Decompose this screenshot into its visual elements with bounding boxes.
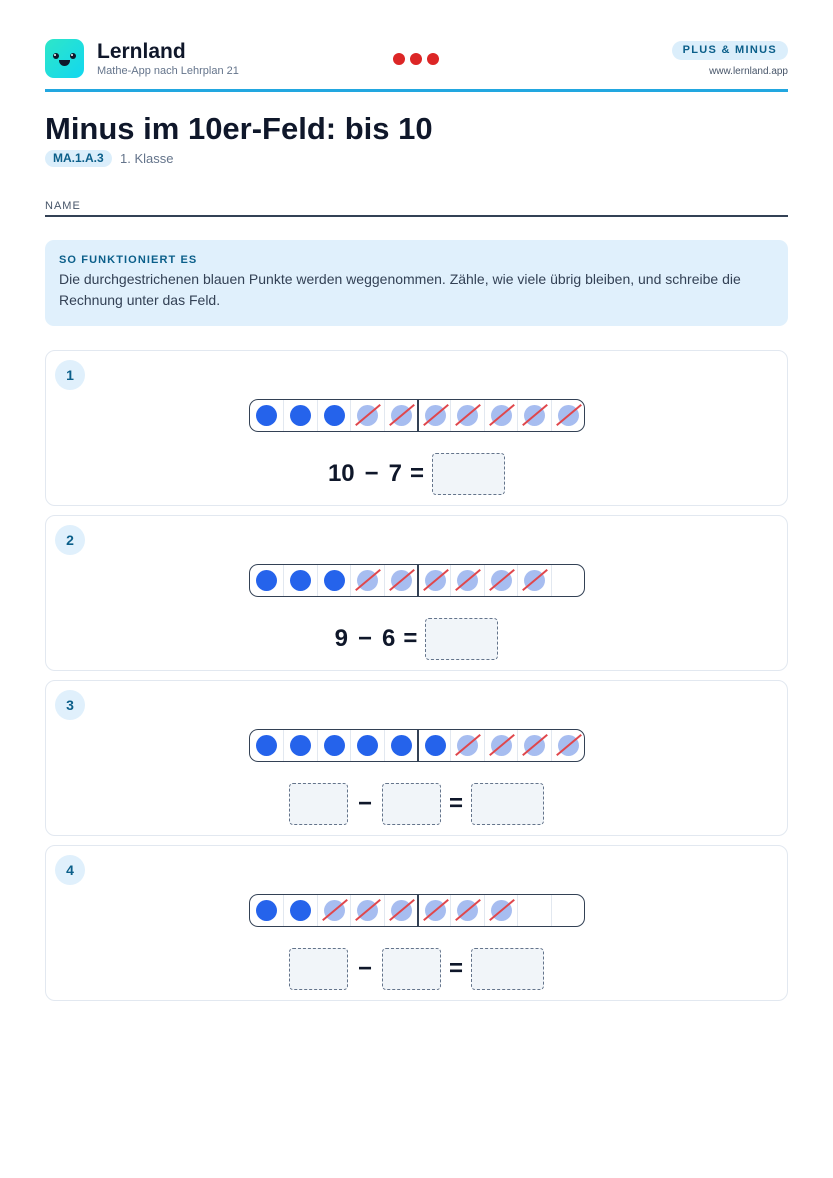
header-divider xyxy=(45,89,788,92)
curriculum-code-badge: MA.1.A.3 xyxy=(45,150,112,167)
answer-box[interactable] xyxy=(432,453,505,495)
ten-frame-cell xyxy=(283,565,316,596)
subtrahend-box[interactable] xyxy=(382,783,441,825)
subtrahend: 7 xyxy=(388,460,403,487)
ten-frame-cell xyxy=(450,565,483,596)
ten-frame-cell xyxy=(517,730,550,761)
minuend: 10 xyxy=(327,460,355,487)
blue-dot xyxy=(256,405,277,426)
ten-frame-cell xyxy=(484,400,517,431)
ten-frame-cell xyxy=(350,895,383,926)
ten-frame xyxy=(249,564,585,597)
exercise-card xyxy=(45,845,788,1001)
ten-frame-cell xyxy=(350,730,383,761)
ten-frame-cell xyxy=(350,565,383,596)
ten-frame-cell xyxy=(317,400,350,431)
minus-sign: − xyxy=(357,955,372,982)
equals-sign: = xyxy=(449,955,464,982)
blue-dot xyxy=(290,900,311,921)
equation xyxy=(46,782,787,826)
ten-frame-cell xyxy=(484,565,517,596)
minuend: 9 xyxy=(334,625,348,652)
blue-dot xyxy=(290,405,311,426)
blue-dot xyxy=(324,570,345,591)
subtrahend-box[interactable] xyxy=(382,948,441,990)
brand-name: Lernland xyxy=(97,40,186,63)
blue-dot xyxy=(357,735,378,756)
ten-frame-cell xyxy=(317,895,350,926)
ten-frame-cell xyxy=(250,400,283,431)
ten-frame-cell xyxy=(517,565,550,596)
name-input-line[interactable] xyxy=(45,215,788,217)
header xyxy=(45,0,788,92)
name-label: NAME xyxy=(45,200,81,212)
subtrahend: 6 xyxy=(382,625,396,652)
exercise-number: 3 xyxy=(55,690,85,720)
blue-dot xyxy=(324,405,345,426)
ten-frame-cell xyxy=(384,895,417,926)
exercise-card xyxy=(45,515,788,671)
exercise-number: 4 xyxy=(55,855,85,885)
ten-frame-cell xyxy=(283,895,316,926)
answer-box[interactable] xyxy=(471,783,544,825)
blue-dot xyxy=(256,735,277,756)
ten-frame xyxy=(249,399,585,432)
equation xyxy=(46,617,787,661)
ten-frame-cell xyxy=(450,730,483,761)
blue-dot xyxy=(256,570,277,591)
page-title: Minus im 10er-Feld: bis 10 xyxy=(45,111,433,146)
minus-sign: − xyxy=(364,460,379,487)
blue-dot xyxy=(324,735,345,756)
minus-sign: − xyxy=(357,625,372,652)
ten-frame-cell xyxy=(417,730,450,761)
ten-frame-cell xyxy=(517,895,550,926)
minus-sign: − xyxy=(357,790,372,817)
brand-subtitle: Mathe-App nach Lehrplan 21 xyxy=(97,65,239,77)
instructions-title: SO FUNKTIONIERT ES xyxy=(59,254,198,266)
blue-dot xyxy=(391,735,412,756)
ten-frame-cell xyxy=(450,400,483,431)
equation xyxy=(46,947,787,991)
instructions-box xyxy=(45,240,788,326)
lernland-logo-icon xyxy=(45,39,84,78)
ten-frame-cell xyxy=(417,565,450,596)
ten-frame-cell xyxy=(551,565,584,596)
ten-frame-cell xyxy=(317,730,350,761)
exercise-number: 2 xyxy=(55,525,85,555)
equals-sign: = xyxy=(410,460,425,487)
ten-frame-cell xyxy=(450,895,483,926)
blue-dot xyxy=(290,735,311,756)
ten-frame-cell xyxy=(384,565,417,596)
minuend-box[interactable] xyxy=(289,948,348,990)
minuend-box[interactable] xyxy=(289,783,348,825)
equation xyxy=(46,452,787,496)
ten-frame-cell xyxy=(250,895,283,926)
ten-frame-cell xyxy=(384,730,417,761)
exercise-card xyxy=(45,350,788,506)
topic-badge: PLUS & MINUS xyxy=(672,41,788,60)
blue-dot xyxy=(256,900,277,921)
ten-frame-cell xyxy=(484,895,517,926)
blue-dot xyxy=(290,570,311,591)
ten-frame-cell xyxy=(384,400,417,431)
website-url: www.lernland.app xyxy=(709,66,788,77)
ten-frame-cell xyxy=(417,895,450,926)
exercise-number: 1 xyxy=(55,360,85,390)
equals-sign: = xyxy=(403,625,418,652)
answer-box[interactable] xyxy=(425,618,498,660)
instructions-text: Die durchgestrichenen blauen Punkte werden weggenommen. Zähle, wie viele übrig bleiben, und schreibe die Rechnung unter das Feld. xyxy=(59,271,741,308)
decorative-dots-icon xyxy=(393,53,439,65)
answer-box[interactable] xyxy=(471,948,544,990)
equals-sign: = xyxy=(449,790,464,817)
ten-frame-cell xyxy=(283,400,316,431)
ten-frame-cell xyxy=(417,400,450,431)
ten-frame-cell xyxy=(484,730,517,761)
ten-frame xyxy=(249,729,585,762)
ten-frame-cell xyxy=(283,730,316,761)
grade-level: 1. Klasse xyxy=(120,151,174,166)
ten-frame-cell xyxy=(250,565,283,596)
worksheet-page xyxy=(45,0,788,982)
blue-dot xyxy=(425,735,446,756)
ten-frame xyxy=(249,894,585,927)
ten-frame-cell xyxy=(317,565,350,596)
ten-frame-cell xyxy=(250,730,283,761)
ten-frame-cell xyxy=(517,400,550,431)
ten-frame-cell xyxy=(551,730,584,761)
ten-frame-cell xyxy=(551,400,584,431)
exercise-card xyxy=(45,680,788,836)
ten-frame-cell xyxy=(350,400,383,431)
ten-frame-cell xyxy=(551,895,584,926)
